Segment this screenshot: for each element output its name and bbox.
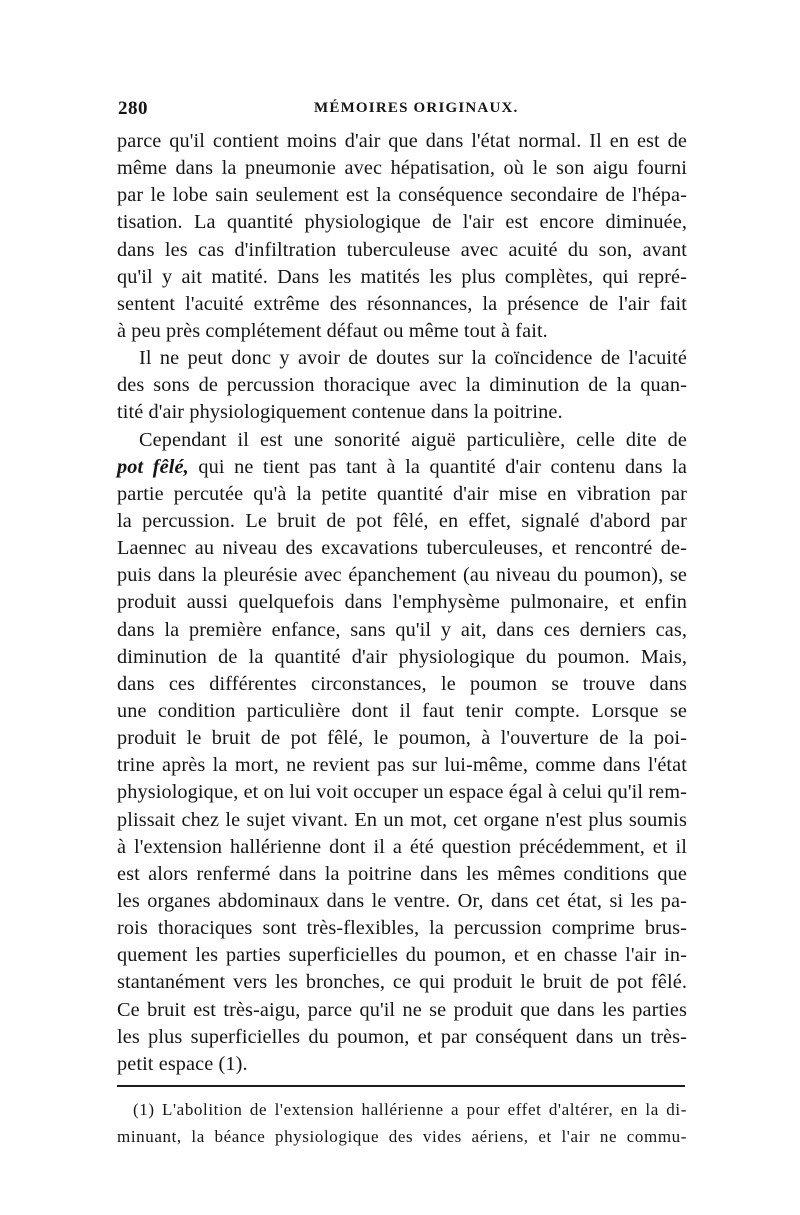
text-line: dans la première enfance, sans qu'il y ait, dans ces derniers cas, (117, 618, 687, 641)
text-line: puis dans la pleurésie avec épanchement (au niveau du poumon), se (117, 564, 687, 587)
text-line: les plus superficielles du poumon, et par conséquent dans un très- (117, 1025, 687, 1048)
text-line: une condition particulière dont il faut tenir compte. Lorsque se (117, 699, 687, 722)
text-line: trine après la mort, ne revient pas sur lui-même, comme dans l'état (117, 754, 687, 777)
text-line: qu'il y ait matité. Dans les matités les plus complètes, qui repré- (117, 265, 687, 288)
text-line: produit aussi quelquefois dans l'emphysème pulmonaire, et enfin (117, 591, 687, 614)
text-line: parce qu'il contient moins d'air que dans l'état normal. Il en est de (117, 130, 687, 152)
running-title: MÉMOIRES ORIGINAUX. (314, 100, 519, 116)
text-line-rest: qui ne tient pas tant à la quantité d'air contenu dans la (198, 455, 687, 478)
page-header (118, 98, 686, 122)
footnotes (117, 1096, 687, 1150)
text-line: produit le bruit de pot fêlé, le poumon, à l'ouverture de la poi- (117, 727, 687, 750)
text-line: dans ces différentes circonstances, le poumon se trouve dans (117, 672, 687, 695)
footnote-line: minuant, la béance physiologique des vides aériens, et l'air ne commu- (117, 1127, 687, 1146)
text-line: diminution de la quantité d'air physiologique du poumon. Mais, (117, 645, 687, 668)
body-text (117, 128, 687, 1078)
text-line: dans les cas d'infiltration tuberculeuse avec acuité du son, avant (117, 238, 687, 261)
text-line: par le lobe sain seulement est la conséquence secondaire de l'hépa- (117, 184, 687, 207)
text-line: sentent l'acuité extrême des résonnances, la présence de l'air fait (117, 292, 687, 315)
text-line: est alors renfermé dans la poitrine dans les mêmes conditions que (117, 862, 687, 885)
text-line: petit espace (1). (117, 1052, 248, 1075)
footnote-divider (117, 1085, 685, 1087)
text-line: Il ne peut donc y avoir de doutes sur la coïncidence de l'acuité (139, 347, 687, 370)
text-line: à l'extension hallérienne dont il a été question précédemment, et il (117, 835, 687, 858)
text-line: des sons de percussion thoracique avec la diminution de la quan- (117, 374, 687, 397)
italic-term: pot fêlé, (117, 455, 189, 478)
text-line: stantanément vers les bronches, ce qui produit le bruit de pot fêlé. (117, 971, 687, 994)
page-number: 280 (118, 98, 148, 119)
text-line: à peu près complétement défaut ou même tout à fait. (117, 319, 548, 342)
text-line: même dans la pneumonie avec hépatisation, où le son aigu fourni (117, 157, 687, 180)
text-line: physiologique, et on lui voit occuper un espace égal à celui qu'il rem- (117, 781, 688, 804)
text-line: Ce bruit est très-aigu, parce qu'il ne se produit que dans les parties (117, 998, 687, 1021)
text-line: tisation. La quantité physiologique de l'air est encore diminuée, (117, 211, 687, 234)
text-line: Laennec au niveau des excavations tuberculeuses, et rencontré de- (117, 537, 687, 560)
text-line: tité d'air physiologiquement contenue dans la poitrine. (117, 401, 563, 424)
text-line: plissait chez le sujet vivant. En un mot, cet organe n'est plus soumis (117, 808, 687, 831)
text-line: les organes abdominaux dans le ventre. Or, dans cet état, si les pa- (117, 889, 687, 912)
text-line: rois thoraciques sont très-flexibles, la percussion comprime brus- (117, 917, 687, 940)
text-line: la percussion. Le bruit de pot fêlé, en effet, signalé d'abord par (117, 509, 687, 532)
text-line: partie percutée qu'à la petite quantité d'air mise en vibration par (117, 482, 687, 505)
text-line: quement les parties superficielles du poumon, et en chasse l'air in- (117, 944, 687, 967)
text-line-with-italic (117, 454, 687, 481)
text-line: Cependant il est une sonorité aiguë particulière, celle dite de (139, 428, 687, 451)
footnote-line: (1) L'abolition de l'extension hallérienne a pour effet d'altérer, en la di- (133, 1100, 687, 1119)
